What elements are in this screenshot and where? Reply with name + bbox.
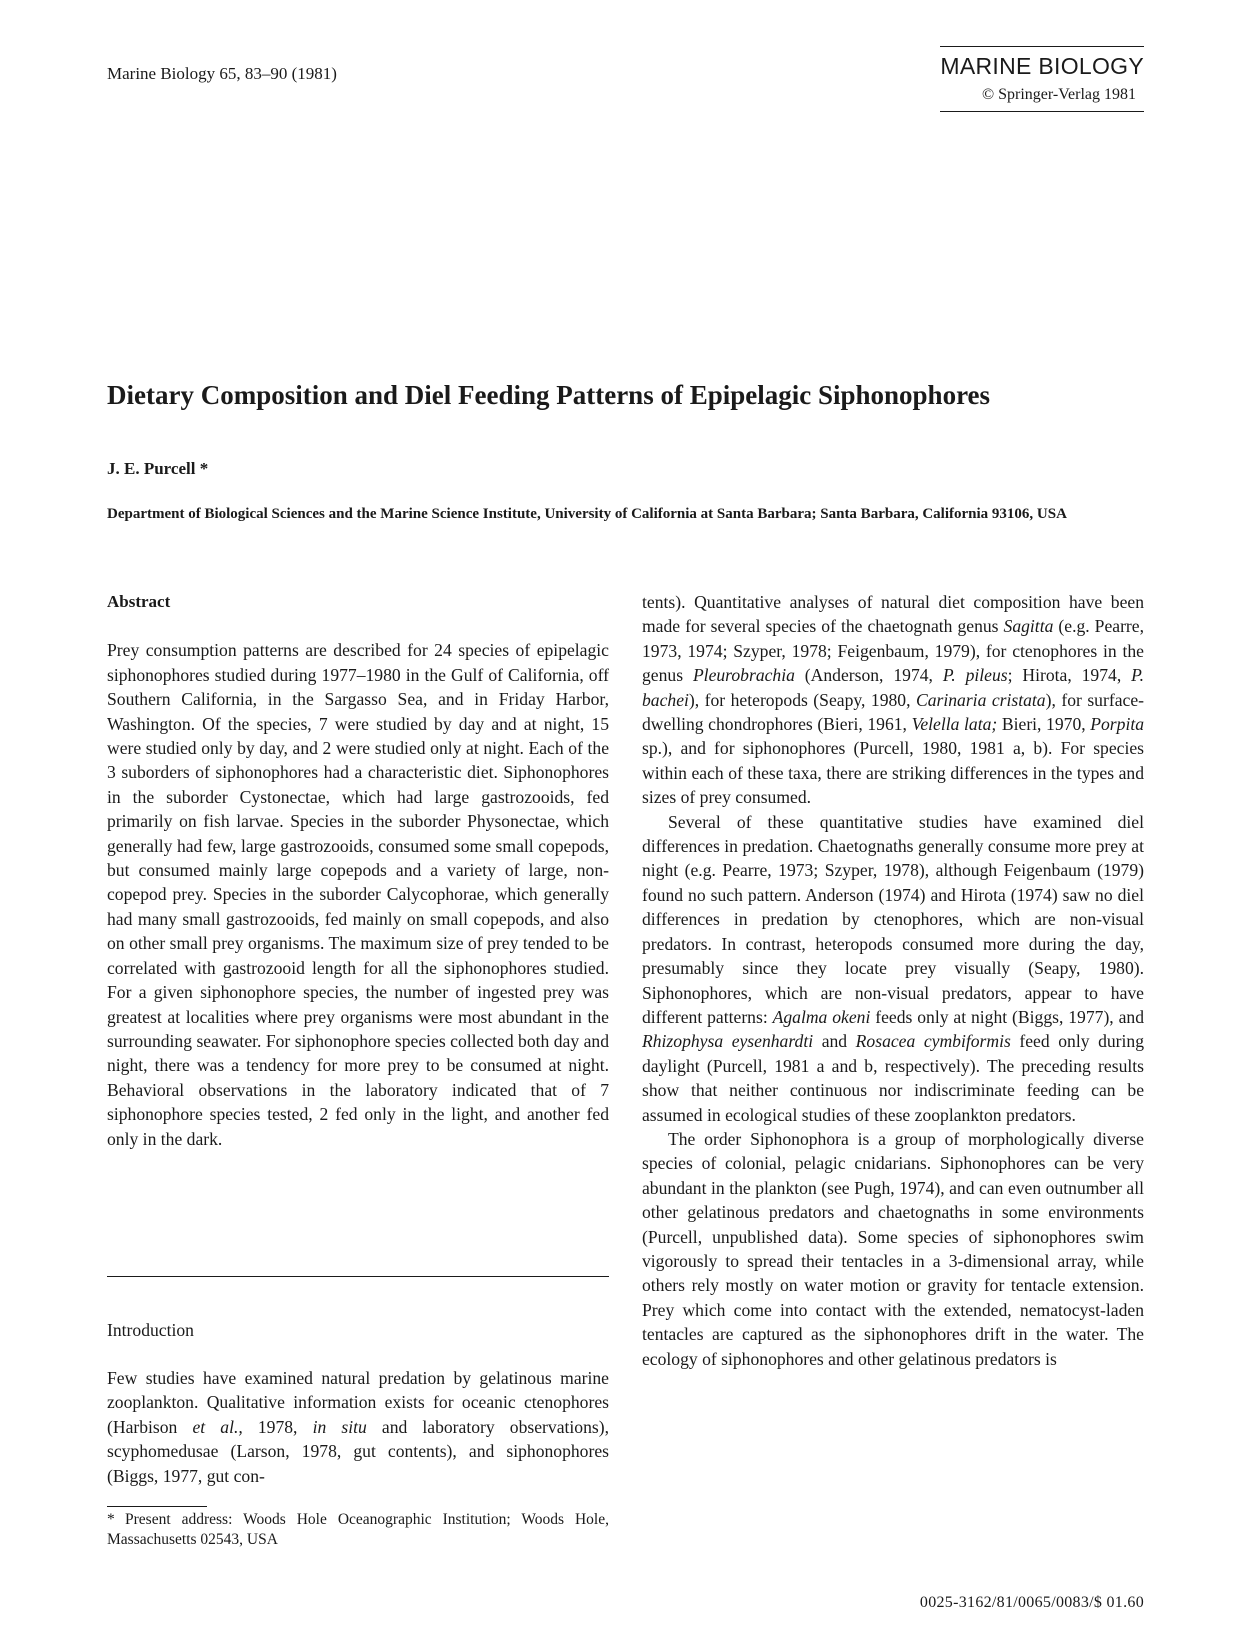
abstract-text: Prey consumption patterns are described for 24 species of epipelagic siphonophores studied during 1977–1980 in the Gulf of California, off Southern California, in the Sargasso Sea, and in Friday Harbor, Washington. Of the species, 7 were studied by day and at night, 15 were studied only by day, and 2 were studied only at night. Each of the 3 suborders of siphonophores had a characteristic diet. Siphonophores in the suborder Cystonectae, which had large gastrozooids, fed primarily on fish larvae. Species in the suborder Physonectae, which generally had few, large gastrozooids, consumed some small copepods, but consumed mainly large copepods and a variety of large, non-copepod prey. Species in the suborder Calycophorae, which generally had many small gastrozooids, fed mainly on small copepods, and also on other small prey organisms. The maximum size of prey tended to be correlated with gastrozooid length for all the siphonophores studied. For a given siphonophore species, the number of ingested prey was greatest at localities where prey organisms were most abundant in the surrounding seawater. For siphonophore species collected both day and night, there was a tendency for more prey to be consumed at night. Behavioral observations in the laboratory indicated that of 7 siphonophore species tested, 2 fed only in the light, and another fed only in the dark. xyxy=(107,640,609,1149)
intro-text-part: Few studies have examined natural predation by gelatinous marine zooplankton. Qualitative information exists for oceanic ctenophores (Harbison xyxy=(107,1368,609,1437)
text-run: (e.g. Pearre, 1973, 1974; Szyper, 1978; Feigenbaum, 1979), for ctenophores in the genus xyxy=(642,616,1145,686)
taxon-name: Velella lata; xyxy=(911,714,998,735)
text-run: ), for heteropods (Seapy, 1980, xyxy=(688,689,916,710)
text-run: feeds only at night (Biggs, 1977), and xyxy=(870,1006,1144,1027)
journal-citation: Marine Biology 65, 83–90 (1981) xyxy=(107,64,337,83)
intro-italic-insitu: in situ xyxy=(312,1416,367,1437)
affiliation: Department of Biological Sciences and the Marine Science Institute, University of California at Santa Barbara; Santa Barbara, California 93106, USA xyxy=(107,506,1067,522)
article-title: Dietary Composition and Diel Feeding Patterns of Epipelagic Siphonophores xyxy=(107,380,991,410)
text-run: Several of these quantitative studies have examined diel differences in predation. Chaetognaths generally consume more prey at night (e.g. Pearre, 1973; Szyper, 1978), although Feigenbaum (1979) found no such pattern. Anderson (1974) and Hirota (1974) saw no diel differences in predation by ctenophores, which are non-visual predators. In contrast, heteropods consumed more during the day, presumably since they locate prey visually (Seapy, 1980). Siphonophores, which are non-visual predators, appear to have different patterns: xyxy=(642,811,1144,1027)
text-run: ), for surface-dwelling chondrophores (Bieri, 1961, xyxy=(642,689,1144,735)
author: J. E. Purcell * xyxy=(107,459,209,478)
taxon-name: Rhizophysa eysenhardti xyxy=(642,1031,814,1052)
text-run: feed only during daylight (Purcell, 1981 a and b, respectively). The preceding results show that neither continuous nor indiscriminate feeding can be assumed in ecological studies of these zooplankton predators. xyxy=(642,1031,1145,1125)
text-run: (Anderson, 1974, xyxy=(794,665,943,686)
journal-brand xyxy=(940,46,1144,112)
taxon-name: Rosacea cymbiformis xyxy=(855,1031,1011,1052)
text-run: and xyxy=(813,1031,856,1052)
intro-italic-etal: et al., xyxy=(192,1416,243,1437)
taxon-name: P. pileus xyxy=(942,665,1008,686)
publisher: © Springer-Verlag 1981 xyxy=(981,86,1136,103)
brand-rule-bottom xyxy=(940,111,1144,112)
right-column xyxy=(642,590,1144,1371)
introduction-heading: Introduction xyxy=(107,1320,194,1340)
text-run: sp.), and for siphonophores (Purcell, 1980, 1981 a, b). For species within each of these taxa, there are striking differences in the types and sizes of prey consumed. xyxy=(642,738,1144,808)
footnote xyxy=(107,1510,609,1550)
text-run: ; Hirota, 1974, xyxy=(1007,665,1132,686)
taxon-name: Porpita xyxy=(1090,714,1145,735)
brand-rule-top xyxy=(940,46,1144,47)
right-paragraph-1 xyxy=(642,590,1144,810)
right-paragraph-2 xyxy=(642,810,1144,1127)
right-paragraph-3: The order Siphonophora is a group of morphologically diverse species of colonial, pelagic cnidarians. Siphonophores can be very abundant in the plankton (see Pugh, 1974), and can even outnumber all other gelatinous predators and chaetognaths in some environments (Purcell, unpublished data). Some species of siphonophores swim vigorously to spread their tentacles in a 3-dimensional array, while others rely mostly on water motion or gravity for tentacle extension. Prey which come into contact with the extended, nematocyst-laden tentacles are captured as the siphonophores drift in the water. The ecology of siphonophores and other gelatinous predators is xyxy=(642,1128,1144,1369)
introduction-text xyxy=(107,1366,609,1488)
abstract-divider xyxy=(107,1276,609,1277)
article-code: 0025-3162/81/0065/0083/$ 01.60 xyxy=(919,1594,1144,1611)
taxon-name: Agalma okeni xyxy=(772,1006,871,1027)
left-column xyxy=(107,590,609,1151)
taxon-name: P. bachei xyxy=(642,665,1144,710)
abstract-heading: Abstract xyxy=(107,592,171,611)
footnote-divider xyxy=(107,1506,207,1507)
text-run: tents). Quantitative analyses of natural diet composition have been made for several species of the chaetognath genus xyxy=(642,592,1144,637)
footnote-text: Present address: Woods Hole Oceanographic Institution; Woods Hole, Massachusetts 02543, USA xyxy=(107,1511,609,1548)
taxon-name: Carinaria cristata xyxy=(915,689,1046,710)
text-run: Bieri, 1970, xyxy=(997,714,1091,735)
taxon-name: Sagitta xyxy=(1003,616,1054,637)
footnote-mark: * xyxy=(107,1511,115,1528)
intro-text-part: and laboratory observations), scyphomedusae (Larson, 1978, gut contents), and siphonophores (Biggs, 1977, gut con- xyxy=(107,1416,609,1486)
journal-name: MARINE BIOLOGY xyxy=(940,53,1144,79)
intro-text-part: 1978, xyxy=(242,1416,313,1437)
taxon-name: Pleurobrachia xyxy=(692,665,795,686)
